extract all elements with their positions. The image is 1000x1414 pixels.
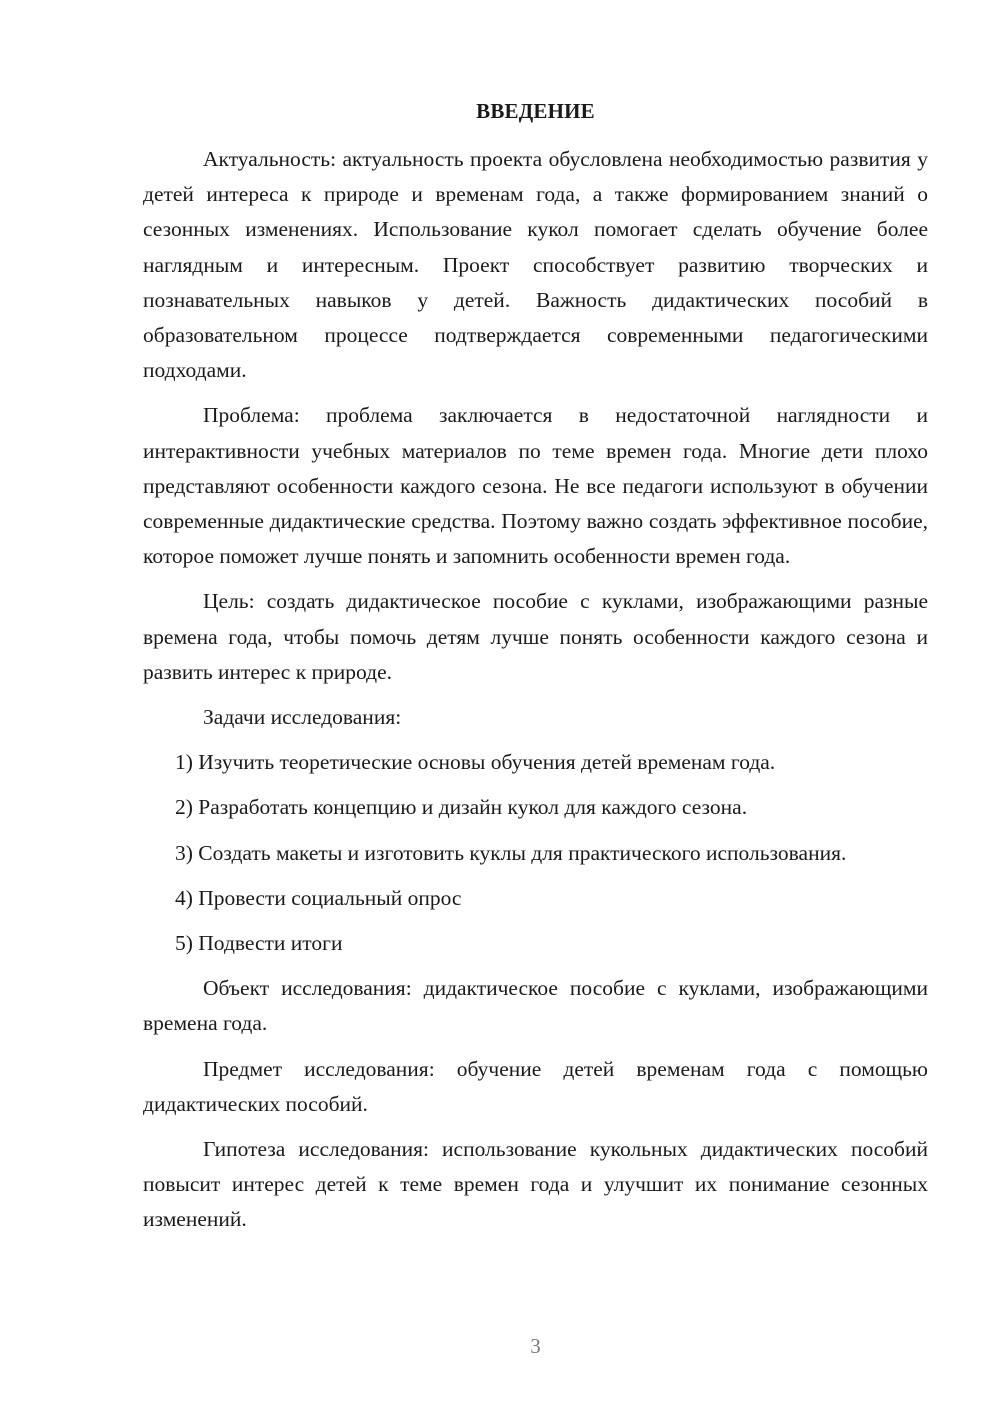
page-title: ВВЕДЕНИЕ [476,99,595,123]
paragraph-object: Объект исследования: дидактическое пособие с куклами, изображающими времена года. [143,976,928,1036]
task-item-1: 1) Изучить теоретические основы обучения детей временам года. [175,750,776,775]
task-item-5: 5) Подвести итоги [175,931,343,956]
paragraph-hypothesis: Гипотеза исследования: использование кукольных дидактических пособий повысит интерес детей к теме времен года и улучшит их понимание сезонных изменений. [143,1137,928,1232]
paragraph-relevance: Актуальность: актуальность проекта обусловлена необходимостью развития у детей интереса к природе и временам года, а также формированием знаний о сезонных изменениях. Использование кукол помогает сделать обучение более наглядным и интересным. Проект способствует развитию творческих и познавательных навыков у детей. Важность дидактических пособий в образовательном процессе подтверждается современными педагогическими подходами. [143,147,928,383]
tasks-heading: Задачи исследования: [203,705,402,730]
page-number: 3 [530,1334,541,1358]
paragraph-goal: Цель: создать дидактическое пособие с куклами, изображающими разные времена года, чтобы помочь детям лучше понять особенности каждого сезона и развить интерес к природе. [143,589,928,684]
paragraph-subject: Предмет исследования: обучение детей временам года с помощью дидактических пособий. [143,1056,928,1116]
task-item-3: 3) Создать макеты и изготовить куклы для практического использования. [175,840,847,865]
document-page [143,0,928,1414]
document-body [143,142,928,1238]
task-item-2: 2) Разработать концепцию и дизайн кукол для каждого сезона. [175,795,748,820]
task-item-4: 4) Провести социальный опрос [175,885,462,910]
paragraph-problem: Проблема: проблема заключается в недостаточной наглядности и интерактивности учебных материалов по теме времен года. Многие дети плохо представляют особенности каждого сезона. Не все педагоги используют в обучении современные дидактические средства. Поэтому важно создать эффективное пособие, которое поможет лучше понять и запомнить особенности времен года. [143,403,928,569]
